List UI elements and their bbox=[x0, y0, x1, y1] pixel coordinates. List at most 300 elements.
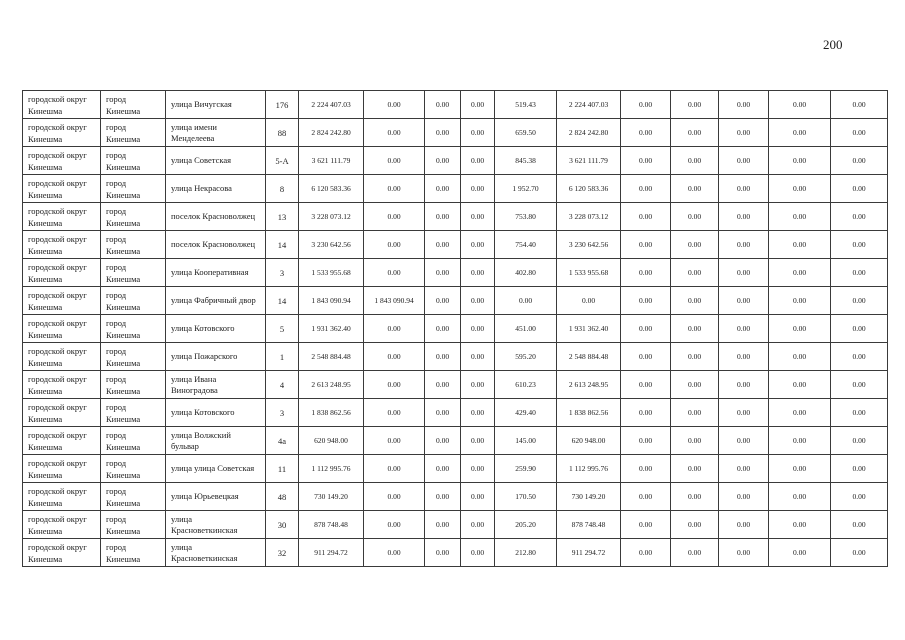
municipality-name: городской округ Кинешма bbox=[28, 542, 87, 564]
value-cell: 0.00 bbox=[621, 287, 671, 315]
value-cell: 1 952.70 bbox=[495, 175, 557, 203]
municipality-name: городской округ Кинешма bbox=[28, 262, 87, 284]
value-cell: 0.00 bbox=[425, 119, 461, 147]
street-name-line: улица Кооперативная bbox=[171, 267, 249, 277]
settlement-name: город Кинешма bbox=[106, 486, 141, 508]
municipality-cell bbox=[23, 147, 101, 175]
settlement-cell bbox=[101, 483, 166, 511]
settlement-name: город Кинешма bbox=[106, 234, 141, 256]
municipality-cell bbox=[23, 287, 101, 315]
value-cell: 0.00 bbox=[461, 287, 495, 315]
value-cell: 0.00 bbox=[461, 483, 495, 511]
value-cell: 1 931 362.40 bbox=[299, 315, 364, 343]
value-cell: 2 824 242.80 bbox=[299, 119, 364, 147]
house-number-cell: 30 bbox=[266, 511, 299, 539]
value-cell: 429.40 bbox=[495, 399, 557, 427]
street-name-line: улица Юрьевецкая bbox=[171, 491, 239, 501]
value-cell: 753.80 bbox=[495, 203, 557, 231]
settlement-name: город Кинешма bbox=[106, 206, 141, 228]
house-number-cell: 5 bbox=[266, 315, 299, 343]
municipality-name: городской округ Кинешма bbox=[28, 206, 87, 228]
street-name-line: поселок Красноволжец bbox=[171, 211, 256, 221]
value-cell: 0.00 bbox=[621, 231, 671, 259]
value-cell: 0.00 bbox=[671, 259, 719, 287]
value-cell: 212.80 bbox=[495, 539, 557, 567]
data-table bbox=[22, 90, 888, 567]
table-row bbox=[23, 455, 888, 483]
house-number-cell: 176 bbox=[266, 91, 299, 119]
value-cell: 0.00 bbox=[364, 371, 425, 399]
house-number-cell: 14 bbox=[266, 231, 299, 259]
value-cell: 0.00 bbox=[461, 231, 495, 259]
street-name-line: улица Советская bbox=[171, 155, 232, 165]
value-cell: 0.00 bbox=[461, 399, 495, 427]
value-cell: 0.00 bbox=[364, 91, 425, 119]
municipality-name: городской округ Кинешма bbox=[28, 150, 87, 172]
value-cell: 0.00 bbox=[719, 399, 769, 427]
value-cell: 6 120 583.36 bbox=[557, 175, 621, 203]
value-cell: 0.00 bbox=[621, 399, 671, 427]
value-cell: 0.00 bbox=[671, 371, 719, 399]
value-cell: 0.00 bbox=[461, 455, 495, 483]
value-cell: 0.00 bbox=[461, 91, 495, 119]
settlement-cell bbox=[101, 455, 166, 483]
settlement-name: город Кинешма bbox=[106, 94, 141, 116]
value-cell: 0.00 bbox=[621, 91, 671, 119]
municipality-cell bbox=[23, 483, 101, 511]
street-cell bbox=[166, 231, 266, 259]
value-cell: 0.00 bbox=[719, 287, 769, 315]
municipality-cell bbox=[23, 455, 101, 483]
house-number-cell: 11 bbox=[266, 455, 299, 483]
house-number-cell: 48 bbox=[266, 483, 299, 511]
value-cell: 0.00 bbox=[831, 343, 888, 371]
street-name-line: поселок Красноволжец bbox=[171, 239, 256, 249]
value-cell: 0.00 bbox=[364, 427, 425, 455]
value-cell: 2 613 248.95 bbox=[299, 371, 364, 399]
value-cell: 0.00 bbox=[831, 203, 888, 231]
value-cell: 0.00 bbox=[769, 91, 831, 119]
value-cell: 0.00 bbox=[364, 343, 425, 371]
municipality-cell bbox=[23, 119, 101, 147]
value-cell: 0.00 bbox=[719, 455, 769, 483]
municipality-cell bbox=[23, 399, 101, 427]
house-number-cell: 4 bbox=[266, 371, 299, 399]
value-cell: 0.00 bbox=[831, 427, 888, 455]
value-cell: 1 838 862.56 bbox=[557, 399, 621, 427]
municipality-cell bbox=[23, 343, 101, 371]
value-cell: 0.00 bbox=[769, 427, 831, 455]
table-row bbox=[23, 203, 888, 231]
value-cell: 0.00 bbox=[425, 287, 461, 315]
value-cell: 0.00 bbox=[831, 511, 888, 539]
value-cell: 6 120 583.36 bbox=[299, 175, 364, 203]
value-cell: 0.00 bbox=[671, 203, 719, 231]
house-number-cell: 14 bbox=[266, 287, 299, 315]
value-cell: 0.00 bbox=[461, 343, 495, 371]
municipality-cell bbox=[23, 427, 101, 455]
value-cell: 0.00 bbox=[719, 147, 769, 175]
settlement-cell bbox=[101, 147, 166, 175]
value-cell: 0.00 bbox=[425, 147, 461, 175]
value-cell: 0.00 bbox=[831, 119, 888, 147]
value-cell: 0.00 bbox=[831, 455, 888, 483]
value-cell: 0.00 bbox=[425, 539, 461, 567]
house-number-cell: 5-А bbox=[266, 147, 299, 175]
table-row bbox=[23, 119, 888, 147]
street-cell bbox=[166, 175, 266, 203]
value-cell: 2 548 884.48 bbox=[299, 343, 364, 371]
value-cell: 0.00 bbox=[621, 483, 671, 511]
municipality-cell bbox=[23, 511, 101, 539]
value-cell: 610.23 bbox=[495, 371, 557, 399]
value-cell: 0.00 bbox=[719, 231, 769, 259]
value-cell: 0.00 bbox=[831, 399, 888, 427]
house-number-cell: 1 bbox=[266, 343, 299, 371]
value-cell: 0.00 bbox=[495, 287, 557, 315]
street-cell bbox=[166, 147, 266, 175]
value-cell: 0.00 bbox=[831, 371, 888, 399]
value-cell: 0.00 bbox=[364, 455, 425, 483]
value-cell: 0.00 bbox=[671, 175, 719, 203]
municipality-cell bbox=[23, 259, 101, 287]
table-body bbox=[23, 91, 888, 567]
value-cell: 0.00 bbox=[621, 203, 671, 231]
value-cell: 0.00 bbox=[364, 539, 425, 567]
value-cell: 0.00 bbox=[621, 343, 671, 371]
street-name-line: улица Некрасова bbox=[171, 183, 232, 193]
settlement-name: город Кинешма bbox=[106, 262, 141, 284]
value-cell: 3 621 111.79 bbox=[299, 147, 364, 175]
value-cell: 0.00 bbox=[425, 315, 461, 343]
value-cell: 0.00 bbox=[719, 371, 769, 399]
value-cell: 0.00 bbox=[831, 91, 888, 119]
street-cell bbox=[166, 539, 266, 567]
settlement-name: город Кинешма bbox=[106, 318, 141, 340]
value-cell: 3 228 073.12 bbox=[299, 203, 364, 231]
value-cell: 1 843 090.94 bbox=[364, 287, 425, 315]
value-cell: 0.00 bbox=[364, 203, 425, 231]
value-cell: 0.00 bbox=[719, 203, 769, 231]
value-cell: 0.00 bbox=[364, 147, 425, 175]
value-cell: 0.00 bbox=[621, 315, 671, 343]
value-cell: 0.00 bbox=[364, 399, 425, 427]
municipality-cell bbox=[23, 371, 101, 399]
value-cell: 3 228 073.12 bbox=[557, 203, 621, 231]
value-cell: 0.00 bbox=[719, 539, 769, 567]
settlement-cell bbox=[101, 511, 166, 539]
street-cell bbox=[166, 343, 266, 371]
street-name-line: улица Ивана bbox=[171, 373, 217, 384]
value-cell: 0.00 bbox=[769, 343, 831, 371]
municipality-name: городской округ Кинешма bbox=[28, 458, 87, 480]
municipality-name: городской округ Кинешма bbox=[28, 346, 87, 368]
municipality-name: городской округ Кинешма bbox=[28, 402, 87, 424]
value-cell: 0.00 bbox=[621, 539, 671, 567]
settlement-cell bbox=[101, 231, 166, 259]
value-cell: 0.00 bbox=[831, 483, 888, 511]
street-name-line: улица улица Советская bbox=[171, 463, 255, 473]
value-cell: 620 948.00 bbox=[557, 427, 621, 455]
value-cell: 0.00 bbox=[719, 483, 769, 511]
street-cell bbox=[166, 399, 266, 427]
house-number-cell: 32 bbox=[266, 539, 299, 567]
street-name-line: улица Котовского bbox=[171, 407, 235, 417]
value-cell: 0.00 bbox=[621, 147, 671, 175]
value-cell: 0.00 bbox=[425, 203, 461, 231]
value-cell: 0.00 bbox=[425, 231, 461, 259]
settlement-cell bbox=[101, 259, 166, 287]
house-number-cell: 8 bbox=[266, 175, 299, 203]
value-cell: 0.00 bbox=[831, 175, 888, 203]
house-number-cell: 3 bbox=[266, 399, 299, 427]
value-cell: 0.00 bbox=[671, 91, 719, 119]
value-cell: 0.00 bbox=[461, 119, 495, 147]
value-cell: 0.00 bbox=[425, 371, 461, 399]
settlement-name: город Кинешма bbox=[106, 542, 141, 564]
municipality-name: городской округ Кинешма bbox=[28, 122, 87, 144]
municipality-name: городской округ Кинешма bbox=[28, 430, 87, 452]
value-cell: 0.00 bbox=[621, 455, 671, 483]
value-cell: 730 149.20 bbox=[299, 483, 364, 511]
municipality-cell bbox=[23, 203, 101, 231]
value-cell: 620 948.00 bbox=[299, 427, 364, 455]
street-cell bbox=[166, 315, 266, 343]
value-cell: 659.50 bbox=[495, 119, 557, 147]
value-cell: 0.00 bbox=[364, 483, 425, 511]
settlement-name: город Кинешма bbox=[106, 402, 141, 424]
table-row bbox=[23, 343, 888, 371]
value-cell: 0.00 bbox=[621, 119, 671, 147]
value-cell: 0.00 bbox=[671, 231, 719, 259]
table-row bbox=[23, 147, 888, 175]
value-cell: 0.00 bbox=[671, 119, 719, 147]
value-cell: 0.00 bbox=[719, 427, 769, 455]
street-cell bbox=[166, 119, 266, 147]
house-number-cell: 88 bbox=[266, 119, 299, 147]
table-row bbox=[23, 175, 888, 203]
settlement-name: город Кинешма bbox=[106, 374, 141, 396]
table-row bbox=[23, 91, 888, 119]
value-cell: 0.00 bbox=[719, 119, 769, 147]
street-name-line: Красноветкинская bbox=[171, 524, 238, 535]
value-cell: 0.00 bbox=[831, 315, 888, 343]
settlement-cell bbox=[101, 315, 166, 343]
settlement-name: город Кинешма bbox=[106, 178, 141, 200]
street-cell bbox=[166, 427, 266, 455]
value-cell: 0.00 bbox=[425, 511, 461, 539]
value-cell: 0.00 bbox=[425, 455, 461, 483]
value-cell: 0.00 bbox=[831, 287, 888, 315]
settlement-cell bbox=[101, 119, 166, 147]
value-cell: 911 294.72 bbox=[299, 539, 364, 567]
value-cell: 0.00 bbox=[425, 259, 461, 287]
value-cell: 845.38 bbox=[495, 147, 557, 175]
street-cell bbox=[166, 511, 266, 539]
value-cell: 1 533 955.68 bbox=[557, 259, 621, 287]
value-cell: 2 613 248.95 bbox=[557, 371, 621, 399]
value-cell: 0.00 bbox=[719, 175, 769, 203]
value-cell: 0.00 bbox=[769, 399, 831, 427]
table-row bbox=[23, 539, 888, 567]
value-cell: 145.00 bbox=[495, 427, 557, 455]
value-cell: 1 931 362.40 bbox=[557, 315, 621, 343]
value-cell: 0.00 bbox=[621, 371, 671, 399]
value-cell: 0.00 bbox=[671, 427, 719, 455]
municipality-name: городской округ Кинешма bbox=[28, 234, 87, 256]
value-cell: 0.00 bbox=[364, 259, 425, 287]
municipality-name: городской округ Кинешма bbox=[28, 178, 87, 200]
settlement-cell bbox=[101, 539, 166, 567]
settlement-cell bbox=[101, 399, 166, 427]
value-cell: 0.00 bbox=[671, 343, 719, 371]
value-cell: 0.00 bbox=[461, 315, 495, 343]
value-cell: 451.00 bbox=[495, 315, 557, 343]
value-cell: 0.00 bbox=[719, 343, 769, 371]
value-cell: 1 112 995.76 bbox=[299, 455, 364, 483]
value-cell: 0.00 bbox=[831, 147, 888, 175]
municipality-cell bbox=[23, 231, 101, 259]
municipality-name: городской округ Кинешма bbox=[28, 374, 87, 396]
value-cell: 878 748.48 bbox=[557, 511, 621, 539]
value-cell: 595.20 bbox=[495, 343, 557, 371]
value-cell: 878 748.48 bbox=[299, 511, 364, 539]
settlement-name: город Кинешма bbox=[106, 514, 141, 536]
value-cell: 0.00 bbox=[425, 483, 461, 511]
street-name-line: улица Фабричный двор bbox=[171, 295, 256, 305]
municipality-name: городской округ Кинешма bbox=[28, 318, 87, 340]
settlement-name: город Кинешма bbox=[106, 430, 141, 452]
value-cell: 0.00 bbox=[425, 175, 461, 203]
value-cell: 2 548 884.48 bbox=[557, 343, 621, 371]
value-cell: 0.00 bbox=[671, 511, 719, 539]
value-cell: 0.00 bbox=[461, 511, 495, 539]
street-cell bbox=[166, 371, 266, 399]
settlement-name: город Кинешма bbox=[106, 346, 141, 368]
street-name-line: Красноветкинская bbox=[171, 552, 238, 563]
street-name-line: улица Волжский bbox=[171, 429, 231, 440]
value-cell: 754.40 bbox=[495, 231, 557, 259]
value-cell: 0.00 bbox=[461, 539, 495, 567]
value-cell: 0.00 bbox=[364, 175, 425, 203]
value-cell: 0.00 bbox=[461, 147, 495, 175]
value-cell: 0.00 bbox=[671, 399, 719, 427]
value-cell: 0.00 bbox=[769, 259, 831, 287]
value-cell: 3 230 642.56 bbox=[299, 231, 364, 259]
municipality-cell bbox=[23, 175, 101, 203]
value-cell: 205.20 bbox=[495, 511, 557, 539]
value-cell: 170.50 bbox=[495, 483, 557, 511]
value-cell: 0.00 bbox=[769, 147, 831, 175]
settlement-cell bbox=[101, 427, 166, 455]
table-row bbox=[23, 399, 888, 427]
value-cell: 0.00 bbox=[671, 539, 719, 567]
value-cell: 0.00 bbox=[831, 259, 888, 287]
settlement-name: город Кинешма bbox=[106, 290, 141, 312]
value-cell: 2 224 407.03 bbox=[299, 91, 364, 119]
value-cell: 0.00 bbox=[769, 511, 831, 539]
value-cell: 3 230 642.56 bbox=[557, 231, 621, 259]
street-name-line: Менделеева bbox=[171, 132, 215, 143]
house-number-cell: 13 bbox=[266, 203, 299, 231]
value-cell: 0.00 bbox=[461, 175, 495, 203]
value-cell: 259.90 bbox=[495, 455, 557, 483]
value-cell: 2 824 242.80 bbox=[557, 119, 621, 147]
value-cell: 0.00 bbox=[769, 539, 831, 567]
value-cell: 0.00 bbox=[364, 315, 425, 343]
table-row bbox=[23, 287, 888, 315]
value-cell: 0.00 bbox=[364, 231, 425, 259]
settlement-cell bbox=[101, 287, 166, 315]
value-cell: 402.80 bbox=[495, 259, 557, 287]
value-cell: 0.00 bbox=[831, 231, 888, 259]
table-row bbox=[23, 315, 888, 343]
value-cell: 0.00 bbox=[769, 287, 831, 315]
street-cell bbox=[166, 259, 266, 287]
value-cell: 0.00 bbox=[621, 175, 671, 203]
street-name-line: улица Вичугская bbox=[171, 99, 232, 109]
value-cell: 0.00 bbox=[557, 287, 621, 315]
house-number-cell: 4а bbox=[266, 427, 299, 455]
street-name-line: улица Котовского bbox=[171, 323, 235, 333]
street-name-line: улица имени bbox=[171, 121, 217, 132]
value-cell: 2 224 407.03 bbox=[557, 91, 621, 119]
value-cell: 730 149.20 bbox=[557, 483, 621, 511]
municipality-name: городской округ Кинешма bbox=[28, 290, 87, 312]
value-cell: 0.00 bbox=[769, 371, 831, 399]
value-cell: 0.00 bbox=[671, 147, 719, 175]
value-cell: 0.00 bbox=[769, 315, 831, 343]
municipality-cell bbox=[23, 91, 101, 119]
municipality-name: городской округ Кинешма bbox=[28, 514, 87, 536]
settlement-cell bbox=[101, 91, 166, 119]
value-cell: 1 533 955.68 bbox=[299, 259, 364, 287]
value-cell: 1 843 090.94 bbox=[299, 287, 364, 315]
value-cell: 0.00 bbox=[769, 175, 831, 203]
value-cell: 0.00 bbox=[425, 91, 461, 119]
street-cell bbox=[166, 483, 266, 511]
value-cell: 0.00 bbox=[769, 455, 831, 483]
table-row bbox=[23, 427, 888, 455]
value-cell: 0.00 bbox=[461, 259, 495, 287]
street-name-line: Виноградова bbox=[171, 384, 218, 395]
value-cell: 0.00 bbox=[671, 455, 719, 483]
settlement-name: город Кинешма bbox=[106, 458, 141, 480]
settlement-cell bbox=[101, 371, 166, 399]
value-cell: 0.00 bbox=[671, 483, 719, 511]
value-cell: 0.00 bbox=[719, 511, 769, 539]
table-row bbox=[23, 511, 888, 539]
table-row bbox=[23, 371, 888, 399]
value-cell: 0.00 bbox=[719, 315, 769, 343]
value-cell: 0.00 bbox=[719, 91, 769, 119]
street-cell bbox=[166, 203, 266, 231]
street-cell bbox=[166, 455, 266, 483]
street-cell bbox=[166, 287, 266, 315]
value-cell: 0.00 bbox=[425, 399, 461, 427]
value-cell: 0.00 bbox=[769, 203, 831, 231]
value-cell: 1 838 862.56 bbox=[299, 399, 364, 427]
house-number-cell: 3 bbox=[266, 259, 299, 287]
value-cell: 0.00 bbox=[425, 343, 461, 371]
value-cell: 0.00 bbox=[461, 371, 495, 399]
value-cell: 3 621 111.79 bbox=[557, 147, 621, 175]
street-name-line: бульвар bbox=[171, 440, 199, 451]
settlement-name: город Кинешма bbox=[106, 150, 141, 172]
municipality-name: городской округ Кинешма bbox=[28, 94, 87, 116]
value-cell: 0.00 bbox=[364, 511, 425, 539]
value-cell: 0.00 bbox=[719, 259, 769, 287]
